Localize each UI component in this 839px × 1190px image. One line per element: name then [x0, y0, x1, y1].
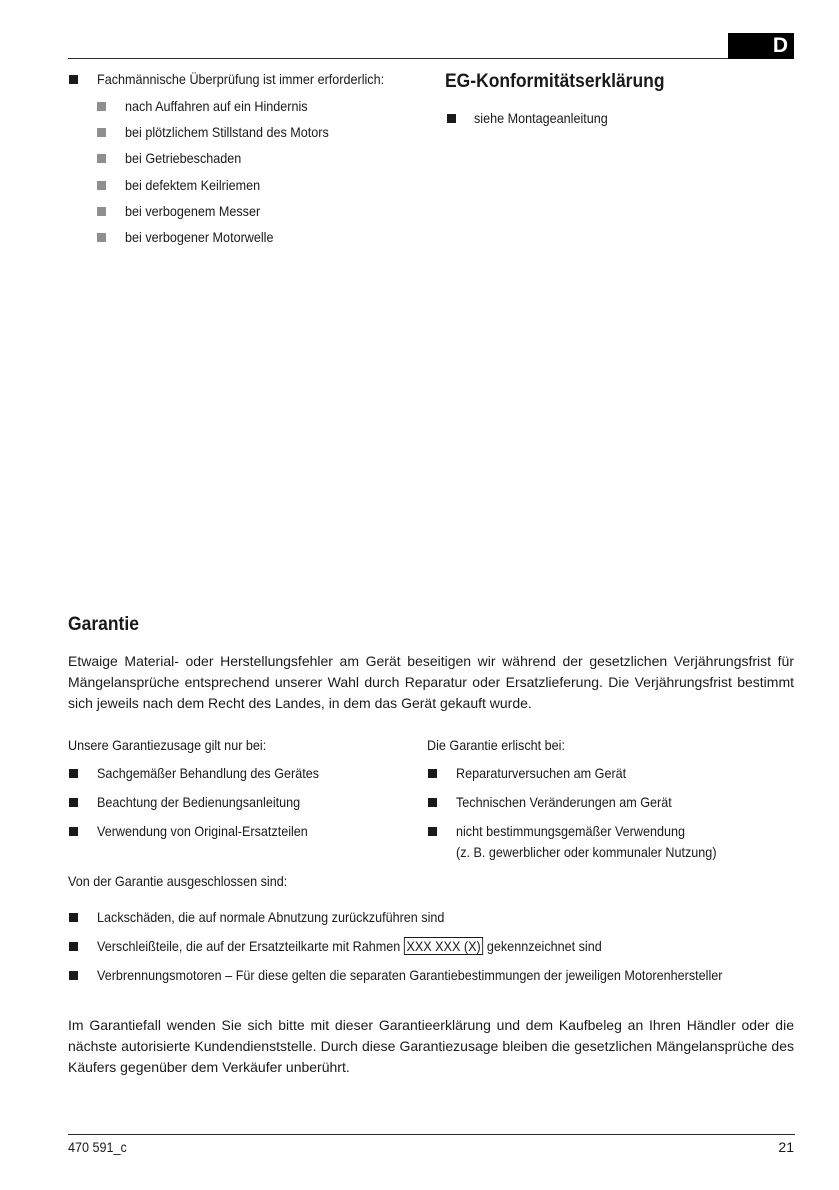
bullet-icon: [97, 233, 106, 242]
document-number: 470 591_c: [68, 1139, 127, 1155]
bullet-icon: [97, 207, 106, 216]
garantie-heading: Garantie: [68, 614, 139, 635]
inspection-item: bei verbogenem Messer: [125, 203, 261, 219]
inspection-item: bei defektem Keilriemen: [125, 177, 261, 193]
part-frame-code: XXX XXX (X): [404, 937, 484, 955]
language-tab: D: [728, 33, 794, 59]
bullet-icon: [428, 769, 437, 778]
inspection-item: bei Getriebeschaden: [125, 150, 242, 166]
void-note: (z. B. gewerblicher oder kommunaler Nutzung): [456, 844, 717, 860]
garantie-closing: Im Garantiefall wenden Sie sich bitte mit dieser Garantieerklärung und dem Kaufbeleg an Ihren Händler oder die nächste autorisierte Kundendienststelle. Durch diese Garantiezusage bleiben die gesetzlichen Mängelansprüche des Käufers gegenüber dem Verkäufer unberührt.: [68, 1017, 794, 1075]
inspection-intro: Fachmännische Überprüfung ist immer erforderlich:: [97, 71, 385, 87]
void-item: nicht bestimmungsgemäßer Verwendung: [456, 823, 686, 839]
page-number: 21: [778, 1139, 794, 1155]
valid-item: Sachgemäßer Behandlung des Gerätes: [97, 765, 320, 781]
excluded-label: Von der Garantie ausgeschlossen sind:: [68, 873, 288, 889]
excluded-item: [97, 936, 602, 956]
bullet-icon: [69, 75, 78, 84]
void-item: Technischen Veränderungen am Gerät: [456, 794, 672, 810]
excluded-item-text: gekennzeichnet sind: [486, 938, 602, 954]
bullet-icon: [69, 769, 78, 778]
bullet-icon: [69, 798, 78, 807]
bullet-icon: [428, 827, 437, 836]
bullet-icon: [97, 102, 106, 111]
footer-rule: [68, 1134, 795, 1135]
excluded-item: Lackschäden, die auf normale Abnutzung zurückzuführen sind: [97, 909, 445, 925]
conformity-item: siehe Montageanleitung: [474, 110, 608, 126]
bullet-icon: [69, 913, 78, 922]
garantie-intro: Etwaige Material- oder Herstellungsfehler am Gerät beseitigen wir während der gesetzlichen Verjährungsfrist für Mängelansprüche entsprechend unserer Wahl durch Reparatur oder Ersatzlieferung. Die Verjährungsfrist bestimmt sich jeweils nach dem Recht des Landes, in dem das Gerät gekauft wurde.: [68, 653, 794, 711]
bullet-icon: [447, 114, 456, 123]
inspection-item: bei plötzlichem Stillstand des Motors: [125, 124, 329, 140]
bullet-icon: [97, 181, 106, 190]
bullet-icon: [69, 942, 78, 951]
valid-item: Verwendung von Original-Ersatzteilen: [97, 823, 308, 839]
excluded-item-text: Verschleißteile, die auf der Ersatzteilkarte mit Rahmen: [97, 938, 401, 954]
inspection-item: nach Auffahren auf ein Hindernis: [125, 98, 308, 114]
bullet-icon: [97, 154, 106, 163]
excluded-item: Verbrennungsmotoren – Für diese gelten die separaten Garantiebestimmungen der jeweiligen Motorenhersteller: [97, 967, 723, 983]
inspection-item: bei verbogener Motorwelle: [125, 229, 274, 245]
void-label: Die Garantie erlischt bei:: [427, 737, 565, 753]
bullet-icon: [97, 128, 106, 137]
bullet-icon: [428, 798, 437, 807]
header-rule: [68, 58, 728, 59]
bullet-icon: [69, 827, 78, 836]
valid-label: Unsere Garantiezusage gilt nur bei:: [68, 737, 267, 753]
bullet-icon: [69, 971, 78, 980]
void-item: Reparaturversuchen am Gerät: [456, 765, 627, 781]
conformity-heading: EG-Konformitätserklärung: [445, 71, 665, 92]
valid-item: Beachtung der Bedienungsanleitung: [97, 794, 301, 810]
